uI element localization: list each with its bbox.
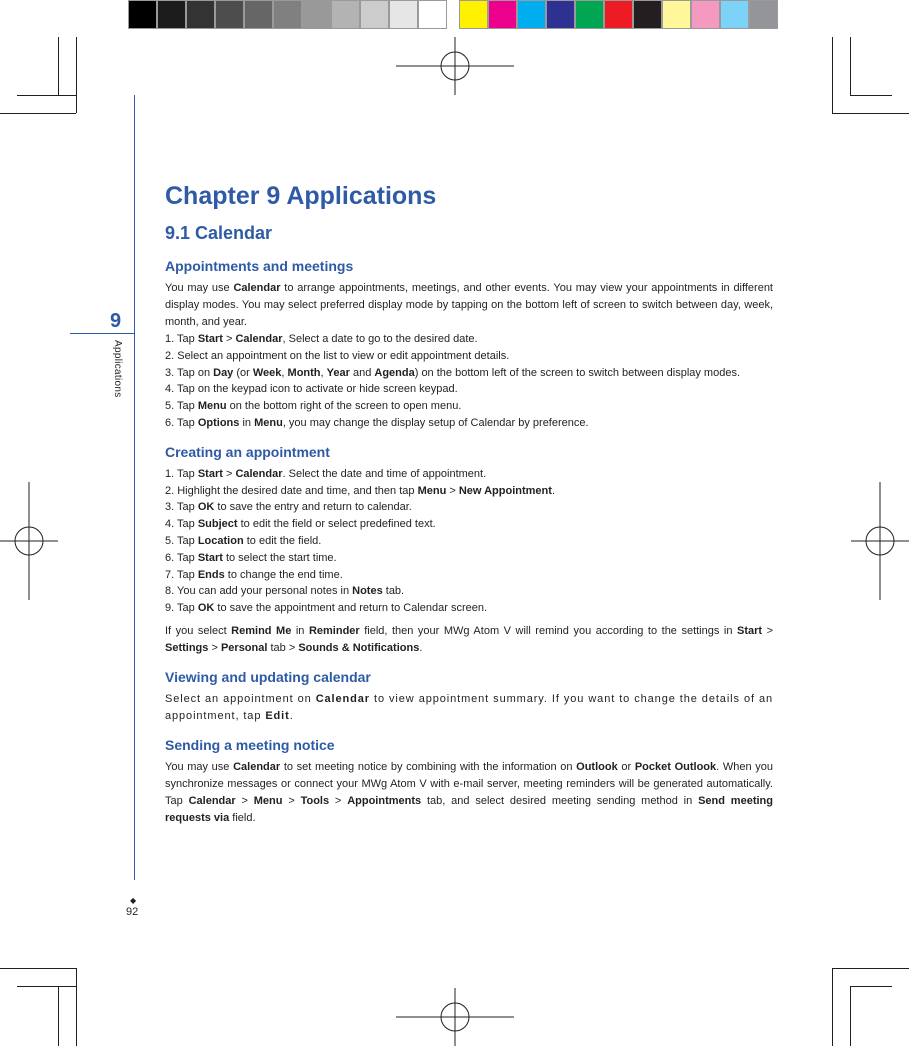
- creating-steps: [165, 466, 773, 617]
- text-run: to edit the field or select predefined text.: [237, 518, 436, 531]
- gray-swatch: [273, 0, 302, 29]
- text-run: to save the entry and return to calendar.: [214, 501, 412, 514]
- gray-swatch: [389, 0, 418, 29]
- creating-heading: Creating an appointment: [165, 443, 330, 460]
- bold-term: Pocket Outlook: [634, 760, 717, 773]
- list-item: [165, 600, 773, 617]
- bold-term: Calendar: [188, 794, 236, 807]
- section-title: 9.1 Calendar: [165, 223, 273, 243]
- text-run: 2. Highlight the desired date and time, and then tap: [165, 484, 418, 497]
- appointments-intro: [165, 280, 773, 331]
- text-run: tab.: [382, 585, 405, 598]
- color-swatch: [546, 0, 575, 29]
- text-run: >: [235, 794, 254, 807]
- gray-swatch: [215, 0, 244, 29]
- bold-term: Start: [736, 624, 763, 637]
- gray-swatch: [302, 0, 331, 29]
- text-run: 8. You can add your personal notes in: [165, 585, 353, 598]
- appointments-heading: Appointments and meetings: [165, 258, 354, 274]
- bold-term: Sounds & Notifications: [298, 641, 420, 654]
- text-run: 9. Tap: [165, 602, 198, 615]
- text-run: >: [222, 467, 236, 480]
- text-run: >: [282, 794, 301, 807]
- text-run: to set meeting notice by combining with the information on: [280, 760, 577, 773]
- text-run: in: [291, 624, 309, 637]
- sending-heading: Sending a meeting notice: [165, 736, 335, 753]
- grayscale-color-bar: [128, 0, 447, 31]
- bold-term: Menu: [254, 416, 283, 429]
- text-run: 6. Tap: [165, 416, 198, 429]
- sidebar-rule: [134, 95, 135, 880]
- list-item: [165, 550, 773, 567]
- bold-term: Calendar: [235, 333, 283, 345]
- list-item: [165, 348, 773, 365]
- text-run: .: [419, 641, 423, 654]
- text-run: , you may change the display setup of Calendar by preference.: [282, 416, 589, 429]
- text-run: 1. Tap: [165, 467, 198, 480]
- diamond-icon: ◆: [130, 896, 137, 905]
- text-run: .: [551, 484, 555, 497]
- text-run: to arrange appointments, meetings, and other events. You may view your appointments in different display modes. You may select preferred display mode by tapping on the bottom left of screen to switch between day, week, month, and year.: [165, 282, 773, 328]
- text-run: ,: [281, 366, 288, 379]
- text-run: You may use: [165, 760, 234, 773]
- gray-swatch: [128, 0, 157, 29]
- text-run: field.: [229, 811, 256, 824]
- text-run: Select an appointment on: [165, 692, 316, 705]
- text-run: .: [289, 709, 294, 722]
- page-content: [165, 180, 773, 827]
- bold-term: Edit: [265, 709, 290, 722]
- chapter-number: 9: [110, 310, 122, 332]
- color-swatch: [604, 0, 633, 29]
- bold-term: Reminder: [308, 624, 360, 637]
- bold-term: Personal: [220, 641, 268, 654]
- color-swatch: [575, 0, 604, 29]
- list-item: [165, 567, 773, 584]
- text-run: >: [762, 624, 773, 637]
- sending-text: [165, 759, 773, 827]
- bold-term: Send meeting requests via: [165, 794, 773, 824]
- text-run: You may use: [165, 282, 234, 294]
- bold-term: Week: [252, 366, 282, 379]
- text-run: 7. Tap: [165, 568, 198, 581]
- color-swatch: [488, 0, 517, 29]
- text-run: and: [349, 366, 375, 379]
- color-swatch: [749, 0, 778, 29]
- text-run: or: [617, 760, 635, 773]
- list-item: [165, 533, 773, 550]
- text-run: . When you synchronize messages or connect your MWg Atom V with e-mail server, meeting reminders will be generated automatically. Tap: [165, 760, 773, 807]
- text-run: >: [446, 484, 459, 497]
- gray-swatch: [186, 0, 215, 29]
- list-item: [165, 331, 773, 348]
- bold-term: Menu: [417, 484, 447, 497]
- bold-term: Start: [197, 333, 223, 345]
- bold-term: Menu: [253, 794, 283, 807]
- color-swatch: [517, 0, 546, 29]
- color-swatch: [662, 0, 691, 29]
- bold-term: Ends: [197, 568, 225, 581]
- text-run: to change the end time.: [224, 568, 343, 581]
- color-swatch: [633, 0, 662, 29]
- page-number: 92: [126, 906, 139, 918]
- gray-swatch: [331, 0, 360, 29]
- text-run: 5. Tap: [165, 400, 198, 413]
- text-run: to edit the field.: [243, 534, 322, 547]
- registration-mark-bottom: [396, 988, 514, 1046]
- bold-term: Options: [197, 416, 240, 429]
- bold-term: Start: [197, 551, 223, 564]
- list-item: [165, 415, 773, 432]
- bold-term: Tools: [300, 794, 330, 807]
- text-run: 1. Tap: [165, 333, 198, 345]
- bold-term: Menu: [197, 400, 227, 413]
- viewing-text: [165, 691, 773, 725]
- text-run: on the bottom right of the screen to open menu.: [226, 400, 462, 413]
- text-run: field, then your MWg Atom V will remind you according to the settings in: [359, 624, 737, 637]
- text-run: 4. Tap on the keypad icon to activate or hide screen keypad.: [165, 383, 458, 396]
- bold-term: OK: [197, 501, 215, 514]
- text-run: in: [239, 416, 255, 429]
- text-run: to select the start time.: [222, 551, 337, 564]
- bold-term: Remind Me: [231, 624, 292, 637]
- gray-swatch: [418, 0, 447, 29]
- text-run: 3. Tap: [165, 501, 198, 514]
- bold-term: Calendar: [233, 282, 281, 294]
- bold-term: Year: [326, 366, 350, 379]
- registration-mark-top: [396, 37, 514, 95]
- text-run: >: [329, 794, 348, 807]
- text-run: . Select the date and time of appointment.: [282, 467, 487, 480]
- bold-term: Settings: [165, 641, 209, 654]
- list-item: [165, 381, 773, 398]
- text-run: tab >: [267, 641, 299, 654]
- color-swatch: [459, 0, 488, 29]
- viewing-heading: Viewing and updating calendar: [165, 668, 371, 685]
- text-run: tab, and select desired meeting sending method in: [421, 794, 699, 807]
- list-item: [165, 466, 773, 483]
- bold-term: Appointments: [347, 794, 422, 807]
- sidebar-section-label: Applications: [112, 340, 123, 398]
- gray-swatch: [244, 0, 273, 29]
- gray-swatch: [157, 0, 186, 29]
- list-item: [165, 398, 773, 415]
- bold-term: Location: [197, 534, 244, 547]
- text-run: 3. Tap on: [165, 366, 214, 379]
- appointments-steps: [165, 331, 773, 432]
- bold-term: Month: [287, 366, 321, 379]
- list-item: [165, 583, 773, 600]
- text-run: If you select: [165, 624, 232, 637]
- list-item: [165, 365, 773, 382]
- text-run: >: [208, 641, 221, 654]
- bold-term: Calendar: [235, 467, 283, 480]
- chapter-title: Chapter 9 Applications: [165, 182, 437, 210]
- bold-term: Notes: [352, 585, 383, 598]
- text-run: 6. Tap: [165, 551, 198, 564]
- registration-mark-left: [0, 482, 58, 600]
- text-run: ,: [320, 366, 327, 379]
- text-run: 2. Select an appointment on the list to view or edit appointment details.: [165, 349, 510, 362]
- process-color-bar: [459, 0, 778, 31]
- bold-term: New Appointment: [458, 484, 552, 497]
- text-run: to view appointment summary. If you want to change the details of an appointment, tap: [165, 692, 774, 722]
- text-run: 5. Tap: [165, 534, 198, 547]
- text-run: 4. Tap: [165, 518, 198, 531]
- bold-term: Outlook: [576, 760, 618, 773]
- color-swatch: [691, 0, 720, 29]
- bold-term: Calendar: [233, 760, 281, 773]
- bold-term: Agenda: [374, 366, 415, 379]
- list-item: [165, 483, 773, 500]
- gray-swatch: [360, 0, 389, 29]
- bold-term: Subject: [197, 518, 238, 531]
- chapter-tab-rule: [70, 333, 135, 334]
- text-run: (or: [233, 366, 253, 379]
- registration-mark-right: [851, 482, 909, 600]
- text-run: >: [222, 333, 236, 345]
- color-swatch: [720, 0, 749, 29]
- text-run: , Select a date to go to the desired date.: [282, 333, 478, 345]
- list-item: [165, 499, 773, 516]
- reminder-note: [165, 623, 773, 657]
- text-run: to save the appointment and return to Calendar screen.: [214, 602, 488, 615]
- bold-term: Start: [197, 467, 223, 480]
- list-item: [165, 516, 773, 533]
- text-run: ) on the bottom left of the screen to switch between display modes.: [414, 366, 741, 379]
- bold-term: Calendar: [315, 692, 370, 705]
- bold-term: OK: [197, 602, 215, 615]
- bold-term: Day: [213, 366, 234, 379]
